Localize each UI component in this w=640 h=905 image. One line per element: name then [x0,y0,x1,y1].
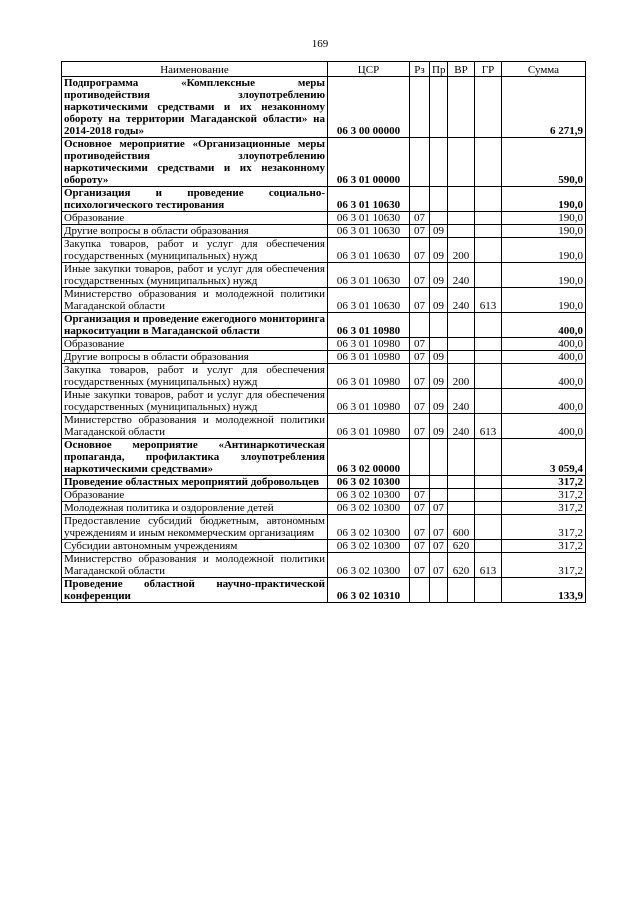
cell-name: Иные закупки товаров, работ и услуг для обеспечения государственных (муниципальных) нужд [62,263,328,288]
cell-csr: 06 3 02 10300 [328,553,410,578]
cell-name: Организация и проведение социально-психологического тестирования [62,187,328,212]
cell-gr [475,138,502,187]
cell-pr: 07 [430,515,448,540]
cell-vr [448,313,475,338]
cell-rz [410,138,430,187]
cell-sum: 400,0 [502,351,586,364]
cell-csr: 06 3 01 10980 [328,414,410,439]
cell-sum: 3 059,4 [502,439,586,476]
cell-name: Молодежная политика и оздоровление детей [62,502,328,515]
cell-vr: 620 [448,540,475,553]
cell-vr: 240 [448,389,475,414]
cell-gr [475,263,502,288]
cell-rz [410,578,430,603]
cell-csr: 06 3 02 10300 [328,502,410,515]
cell-rz: 07 [410,515,430,540]
cell-name: Основное мероприятие «Организационные меры противодействия злоупотреблению наркотическими средствами и их незаконному обороту» [62,138,328,187]
cell-rz: 07 [410,540,430,553]
cell-sum: 133,9 [502,578,586,603]
cell-csr: 06 3 02 10300 [328,476,410,489]
cell-vr: 240 [448,414,475,439]
cell-name: Проведение областных мероприятий добровольцев [62,476,328,489]
cell-pr [430,489,448,502]
cell-rz: 07 [410,338,430,351]
cell-name: Подпрограмма «Комплексные меры противодействия злоупотреблению наркотическими средствами и их незаконному обороту на территории Магаданской области» на 2014-2018 годы» [62,77,328,138]
cell-pr [430,138,448,187]
cell-pr: 09 [430,351,448,364]
cell-csr: 06 3 01 10630 [328,263,410,288]
cell-vr [448,187,475,212]
table-row [62,414,586,439]
cell-sum: 317,2 [502,476,586,489]
cell-name: Субсидии автономным учреждениям [62,540,328,553]
cell-pr [430,212,448,225]
cell-rz: 07 [410,212,430,225]
cell-pr: 09 [430,238,448,263]
cell-sum: 400,0 [502,338,586,351]
cell-rz [410,77,430,138]
cell-pr [430,338,448,351]
cell-csr: 06 3 01 10630 [328,212,410,225]
budget-table [61,61,586,603]
cell-sum: 400,0 [502,313,586,338]
cell-csr: 06 3 01 10980 [328,364,410,389]
cell-csr: 06 3 02 10300 [328,489,410,502]
cell-gr: 613 [475,553,502,578]
cell-gr [475,238,502,263]
cell-gr [475,212,502,225]
cell-pr: 07 [430,553,448,578]
cell-pr: 07 [430,540,448,553]
cell-name: Министерство образования и молодежной политики Магаданской области [62,553,328,578]
cell-csr: 06 3 02 10310 [328,578,410,603]
cell-sum: 190,0 [502,288,586,313]
cell-gr: 613 [475,288,502,313]
cell-sum: 590,0 [502,138,586,187]
cell-vr [448,351,475,364]
table-row [62,238,586,263]
cell-csr: 06 3 01 10980 [328,351,410,364]
cell-name: Проведение областной научно-практической конференции [62,578,328,603]
cell-gr [475,364,502,389]
table-row [62,502,586,515]
cell-gr [475,225,502,238]
cell-csr: 06 3 01 10980 [328,389,410,414]
cell-sum: 190,0 [502,187,586,212]
cell-sum: 317,2 [502,540,586,553]
cell-name: Другие вопросы в области образования [62,225,328,238]
cell-vr [448,212,475,225]
table-row [62,476,586,489]
cell-rz: 07 [410,288,430,313]
cell-sum: 317,2 [502,502,586,515]
cell-rz [410,313,430,338]
cell-csr: 06 3 01 10630 [328,238,410,263]
cell-gr: 613 [475,414,502,439]
cell-vr: 600 [448,515,475,540]
cell-csr: 06 3 01 10980 [328,313,410,338]
cell-pr: 09 [430,225,448,238]
cell-rz: 07 [410,238,430,263]
cell-gr [475,338,502,351]
table-row [62,263,586,288]
header-csr: ЦСР [328,62,410,77]
cell-rz: 07 [410,414,430,439]
cell-name: Организация и проведение ежегодного мониторинга наркоситуации в Магаданской области [62,313,328,338]
cell-vr: 200 [448,364,475,389]
table-row [62,439,586,476]
cell-csr: 06 3 02 10300 [328,540,410,553]
cell-vr [448,439,475,476]
table-row [62,515,586,540]
cell-gr [475,502,502,515]
cell-sum: 190,0 [502,212,586,225]
cell-rz: 07 [410,364,430,389]
cell-sum: 190,0 [502,263,586,288]
table-row [62,212,586,225]
cell-sum: 190,0 [502,238,586,263]
cell-gr [475,187,502,212]
table-row [62,389,586,414]
cell-gr [475,540,502,553]
cell-name: Министерство образования и молодежной политики Магаданской области [62,414,328,439]
cell-gr [475,515,502,540]
cell-csr: 06 3 02 10300 [328,515,410,540]
cell-csr: 06 3 01 10980 [328,338,410,351]
table-row [62,489,586,502]
cell-gr [475,489,502,502]
cell-name: Закупка товаров, работ и услуг для обеспечения государственных (муниципальных) нужд [62,238,328,263]
cell-gr [475,313,502,338]
cell-name: Закупка товаров, работ и услуг для обеспечения государственных (муниципальных) нужд [62,364,328,389]
cell-sum: 400,0 [502,364,586,389]
table-row [62,578,586,603]
cell-vr: 240 [448,263,475,288]
cell-csr: 06 3 00 00000 [328,77,410,138]
cell-pr [430,187,448,212]
cell-rz [410,439,430,476]
table-row [62,351,586,364]
cell-name: Образование [62,489,328,502]
cell-vr: 240 [448,288,475,313]
cell-rz: 07 [410,263,430,288]
cell-vr [448,578,475,603]
cell-csr: 06 3 01 10630 [328,225,410,238]
table-row [62,540,586,553]
cell-pr: 09 [430,389,448,414]
cell-pr: 09 [430,414,448,439]
header-name: Наименование [62,62,328,77]
cell-name: Основное мероприятие «Антинаркотическая пропаганда, профилактика злоупотребления наркотическими средствами» [62,439,328,476]
cell-vr [448,476,475,489]
cell-gr [475,578,502,603]
cell-csr: 06 3 01 10630 [328,187,410,212]
cell-sum: 6 271,9 [502,77,586,138]
cell-name: Другие вопросы в области образования [62,351,328,364]
cell-sum: 400,0 [502,389,586,414]
table-row [62,225,586,238]
cell-pr [430,439,448,476]
cell-pr: 07 [430,502,448,515]
cell-sum: 317,2 [502,515,586,540]
cell-sum: 400,0 [502,414,586,439]
cell-vr [448,225,475,238]
cell-csr: 06 3 02 00000 [328,439,410,476]
cell-name: Министерство образования и молодежной политики Магаданской области [62,288,328,313]
page-number: 169 [311,38,329,50]
cell-rz [410,476,430,489]
header-vr: ВР [448,62,475,77]
cell-name: Образование [62,212,328,225]
cell-gr [475,351,502,364]
cell-rz: 07 [410,553,430,578]
cell-name: Иные закупки товаров, работ и услуг для обеспечения государственных (муниципальных) нужд [62,389,328,414]
table-row [62,553,586,578]
cell-gr [475,439,502,476]
cell-pr [430,77,448,138]
cell-sum: 317,2 [502,553,586,578]
cell-sum: 190,0 [502,225,586,238]
cell-gr [475,389,502,414]
table-header-row [62,62,586,77]
header-pr: Пр [430,62,448,77]
table-row [62,77,586,138]
cell-csr: 06 3 01 10630 [328,288,410,313]
cell-rz: 07 [410,389,430,414]
cell-rz: 07 [410,225,430,238]
cell-gr [475,476,502,489]
header-gr: ГР [475,62,502,77]
cell-vr [448,502,475,515]
table-row [62,138,586,187]
cell-vr [448,77,475,138]
cell-pr: 09 [430,288,448,313]
table-row [62,338,586,351]
cell-rz: 07 [410,489,430,502]
cell-pr: 09 [430,364,448,389]
cell-rz: 07 [410,502,430,515]
cell-csr: 06 3 01 00000 [328,138,410,187]
cell-vr: 620 [448,553,475,578]
cell-name: Предоставление субсидий бюджетным, автономным учреждениям и иным некоммерческим организациям [62,515,328,540]
header-rz: Рз [410,62,430,77]
cell-pr [430,476,448,489]
header-sum: Сумма [502,62,586,77]
cell-rz [410,187,430,212]
table-row [62,187,586,212]
cell-vr [448,138,475,187]
cell-rz: 07 [410,351,430,364]
cell-vr: 200 [448,238,475,263]
cell-pr [430,313,448,338]
cell-pr [430,578,448,603]
table-row [62,288,586,313]
cell-pr: 09 [430,263,448,288]
cell-vr [448,338,475,351]
cell-gr [475,77,502,138]
cell-name: Образование [62,338,328,351]
cell-vr [448,489,475,502]
cell-sum: 317,2 [502,489,586,502]
table-row [62,313,586,338]
table-row [62,364,586,389]
